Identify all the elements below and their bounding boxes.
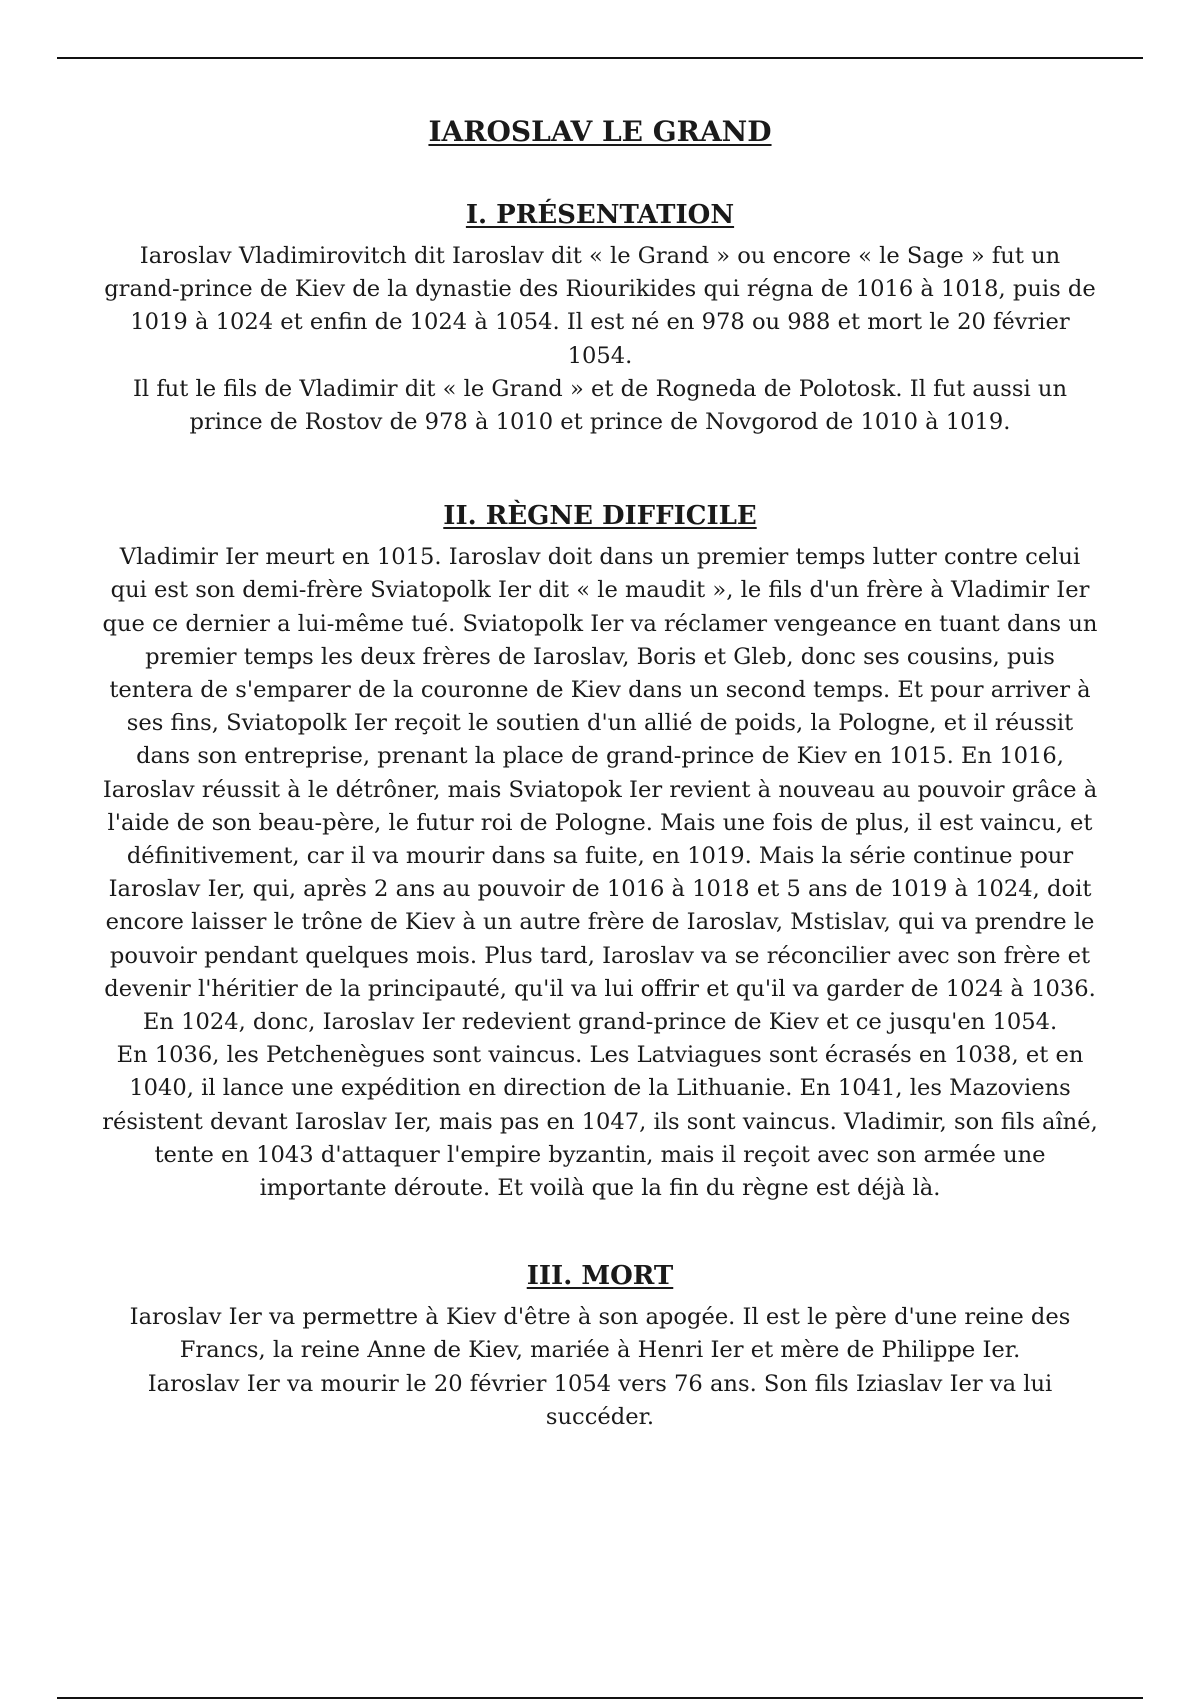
paragraph: Iaroslav Vladimirovitch dit Iaroslav dit « le Grand » ou encore « le Sage » fut un grand-prince de Kiev de la dynastie des Riourikides qui régna de 1016 à 1018, puis de 1019 à 1024 et enfin de 1024 à 1054. Il est né en 978 ou 988 et mort le 20 février 1054. [104,243,1096,369]
section-regne-difficile [100,497,1100,1205]
section-heading: I. PRÉSENTATION [465,200,735,230]
document-body [100,112,1100,1434]
section-mort [100,1257,1100,1434]
paragraph: Vladimir Ier meurt en 1015. Iaroslav doit dans un premier temps lutter contre celui qui est son demi-frère Sviatopolk Ier dit « le maudit », le fils d'un frère à Vladimir Ier que ce dernier a lui-même tué. Sviatopolk Ier va réclamer vengeance en tuant dans un premier temps les deux frères de Iaroslav, Boris et Gleb, donc ses cousins, puis tentera de s'emparer de la couronne de Kiev dans un second temps. Et pour arriver à ses fins, Sviatopolk Ier reçoit le soutien d'un allié de poids, la Pologne, et il réussit dans son entreprise, prenant la place de grand-prince de Kiev en 1015. En 1016, Iaroslav réussit à le détrôner, mais Sviatopok Ier revient à nouveau au pouvoir grâce à l'aide de son beau-père, le futur roi de Pologne. Mais une fois de plus, il est vaincu, et définitivement, car il va mourir dans sa fuite, en 1019. Mais la série continue pour Iaroslav Ier, qui, après 2 ans au pouvoir de 1016 à 1018 et 5 ans de 1019 à 1024, doit encore laisser le trône de Kiev à un autre frère de Iaroslav, Mstislav, qui va prendre le pouvoir pendant quelques mois. Plus tard, Iaroslav va se réconcilier avec son frère et devenir l'héritier de la principauté, qu'il va lui offrir et qu'il va garder de 1024 à 1036. En 1024, donc, Iaroslav Ier redevient grand-prince de Kiev et ce jusqu'en 1054. [102,544,1098,1036]
section-heading: III. MORT [526,1261,674,1292]
paragraph: Il fut le fils de Vladimir dit « le Grand » et de Rogneda de Polotosk. Il fut aussi un prince de Rostov de 978 à 1010 et prince de Novgorod de 1010 à 1019. [132,375,1068,436]
section-heading: II. RÈGNE DIFFICILE [443,501,757,532]
document-title: IAROSLAV LE GRAND [428,115,772,148]
paragraph: Iaroslav Ier va permettre à Kiev d'être à son apogée. Il est le père d'une reine des Francs, la reine Anne de Kiev, mariée à Henri Ier et mère de Philippe Ier. [129,1304,1071,1364]
header-rule [57,57,1143,59]
paragraph: Iaroslav Ier va mourir le 20 février 1054 vers 76 ans. Son fils Iziaslav Ier va lui succéder. [147,1370,1053,1430]
footer-rule [57,1697,1143,1699]
section-presentation [100,196,1100,439]
paragraph: En 1036, les Petchenègues sont vaincus. Les Latviagues sont écrasés en 1038, et en 1040, il lance une expédition en direction de la Lithuanie. En 1041, les Mazoviens résistent devant Iaroslav Ier, mais pas en 1047, ils sont vaincus. Vladimir, son fils aîné, tente en 1043 d'attaquer l'empire byzantin, mais il reçoit avec son armée une importante déroute. Et voilà que la fin du règne est déjà là. [102,1042,1098,1202]
